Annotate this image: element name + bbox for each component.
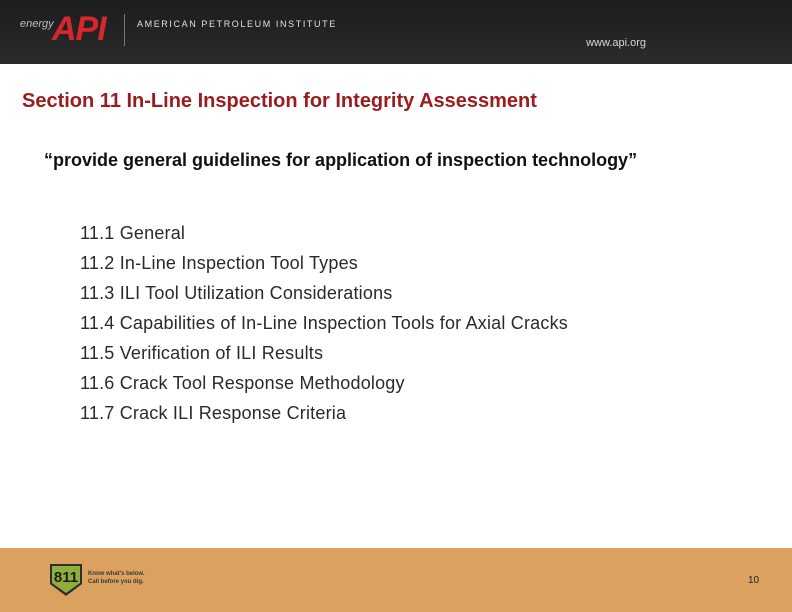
page-number: 10 [748,575,760,586]
header-bar [0,0,792,64]
api-logo: API [52,10,106,48]
website-url: www.api.org [586,37,646,49]
call-811-logo-icon [46,558,86,598]
slide-title: Section 11 In-Line Inspection for Integrity Assessment [22,90,537,112]
list-item: 11.3 ILI Tool Utilization Considerations [80,283,393,303]
list-item: 11.6 Crack Tool Response Methodology [80,373,405,393]
tagline [88,570,145,586]
list-item: 11.5 Verification of ILI Results [80,343,324,363]
tagline-line-2: Call before you dig. [88,579,144,585]
section-list [80,218,568,428]
header-divider [124,14,125,46]
list-item: 11.4 Capabilities of In-Line Inspection Tools for Axial Cracks [80,313,568,333]
footer-bar [0,548,792,612]
list-item: 11.2 In-Line Inspection Tool Types [80,253,358,273]
list-item: 11.1 General [80,223,186,243]
logo-energy-text: energy [20,18,54,30]
badge-text: 811 [53,569,79,586]
tagline-line-1: Know what's below. [88,571,145,577]
organization-name: AMERICAN PETROLEUM INSTITUTE [137,19,337,29]
list-item: 11.7 Crack ILI Response Criteria [80,403,347,423]
slide-quote: “provide general guidelines for application of inspection technology” [44,150,638,170]
